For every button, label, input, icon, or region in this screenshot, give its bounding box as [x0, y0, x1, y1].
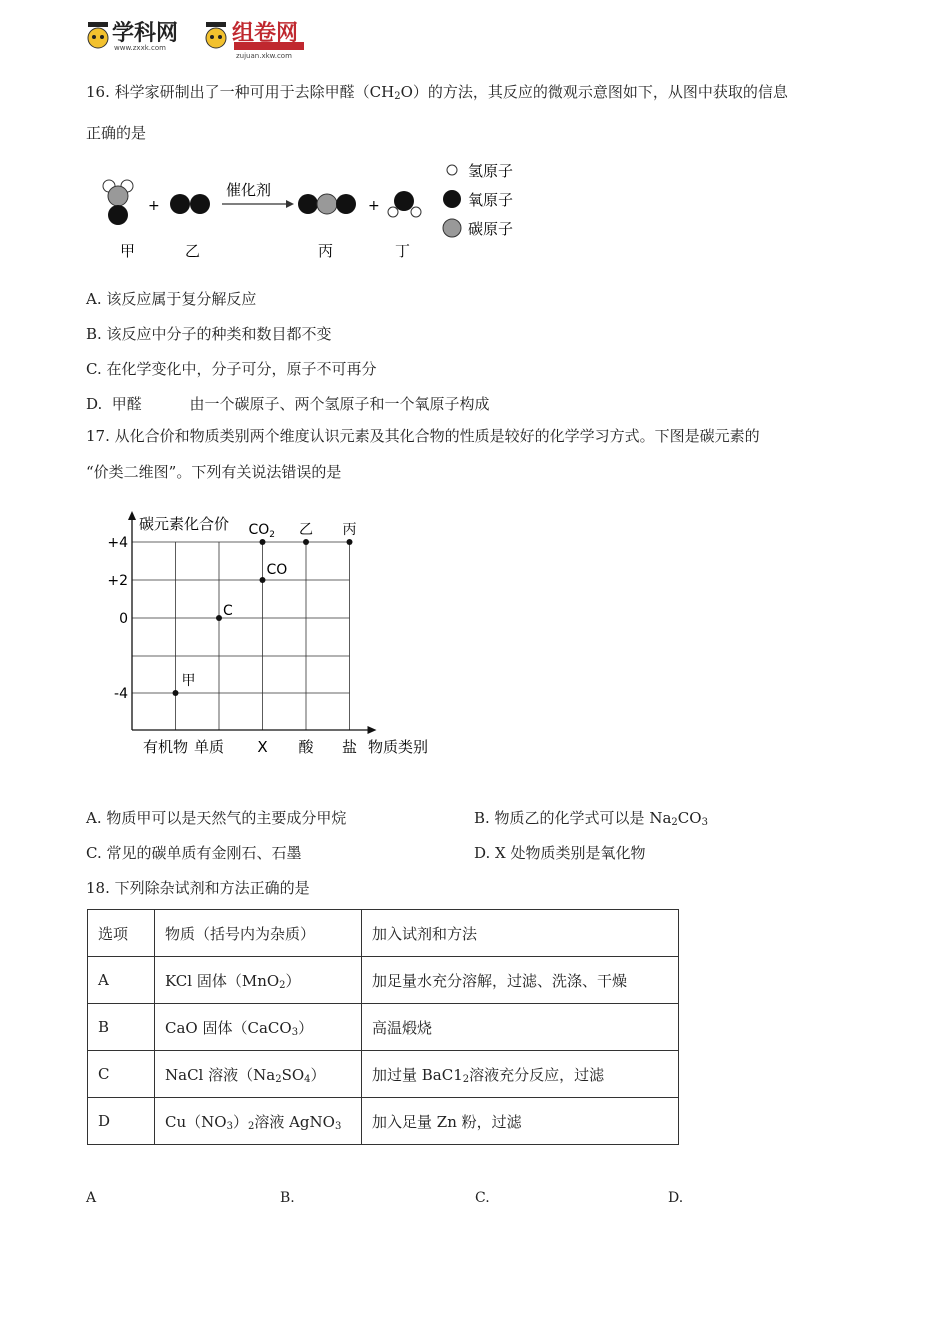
table-row [88, 957, 679, 1004]
legend-oxygen: 氧原子 [468, 191, 514, 209]
legend-oxygen-icon [443, 190, 461, 208]
row-method: 加足量水充分溶解，过滤、洗涤、干燥 [362, 957, 679, 1004]
header-method: 加入试剂和方法 [362, 910, 679, 957]
legend-hydrogen-icon [447, 165, 457, 175]
row-option: B [88, 1004, 155, 1051]
data-point [260, 577, 266, 583]
header-option: 选项 [88, 910, 155, 957]
legend-carbon: 碳原子 [468, 220, 514, 238]
label-bing: 丙 [318, 242, 334, 260]
row-method: 加入足量 Zn 粉，过滤 [362, 1098, 679, 1145]
arrow-head-icon [286, 200, 294, 208]
q17-stem: 17. 从化合价和物质类别两个维度认识元素及其化合物的性质是较好的化学学习方式。下图是碳元素的 “价类二维图”。下列有关说法错误的是 [86, 427, 760, 481]
x-tick-label: 酸 [298, 738, 314, 756]
answer-c[interactable]: C. [475, 1190, 490, 1206]
molecule-jia [103, 180, 133, 225]
table-row [88, 1051, 679, 1098]
data-point [303, 539, 309, 545]
q17-option-a: A. 物质甲可以是天然气的主要成分甲烷 [86, 809, 347, 827]
data-point [260, 539, 266, 545]
data-label: CO [266, 562, 288, 578]
header-logo [86, 12, 316, 60]
chart-xlabel: 物质类别 [368, 738, 429, 756]
q17-option-c: C. 常见的碳单质有金刚石、石墨 [86, 844, 302, 862]
q16-option-b: B. 该反应中分子的种类和数目都不变 [86, 325, 332, 343]
q17-valence-chart [95, 508, 440, 763]
data-label: 乙 [299, 522, 313, 538]
q18-stem: 18. 下列除杂试剂和方法正确的是 [86, 879, 310, 897]
row-substance: NaCl 溶液$(Na_2SO_4)$ [155, 1051, 362, 1098]
table-row [88, 1004, 679, 1051]
row-substance: CaO 固体（CaCO$_3$） [155, 1004, 362, 1051]
q18-table [87, 909, 679, 1145]
data-label: C [223, 603, 233, 619]
header-substance: 物质（括号内为杂质） [155, 910, 362, 957]
plus-1: + [148, 198, 160, 214]
answer-a[interactable]: A [86, 1190, 97, 1206]
data-point [216, 615, 222, 621]
y-tick-label: +4 [107, 535, 128, 551]
q16-reaction-diagram [90, 155, 540, 265]
chart-grid [128, 511, 377, 734]
data-label: 甲 [181, 673, 196, 689]
answer-b[interactable]: B. [280, 1190, 295, 1206]
q16-option-a: A. 该反应属于复分解反应 [86, 290, 257, 308]
table-row [88, 1098, 679, 1145]
molecule-ding [388, 191, 421, 217]
row-substance: KCl 固体（MnO$_2$） [155, 957, 362, 1004]
y-axis-arrow-icon [128, 511, 136, 520]
q17-option-d: D. X 处物质类别是氧化物 [474, 844, 646, 862]
table-header-row [88, 910, 679, 957]
row-option: A [88, 957, 155, 1004]
brand-zujuan-url: zujuan.xkw.com [236, 52, 292, 60]
data-point [173, 690, 179, 696]
brand-zxxk: 学科网 [112, 21, 179, 46]
legend-carbon-icon [443, 219, 461, 237]
row-option: C [88, 1051, 155, 1098]
label-ding: 丁 [395, 242, 411, 260]
q16-option-c: C. 在化学变化中，分子可分，原子不可再分 [86, 360, 377, 378]
row-method: 加过量 $BaC1_2$溶液充分反应，过滤 [362, 1051, 679, 1098]
y-tick-label: +2 [107, 573, 128, 589]
q16-stem: 16. 科学家研制出了一种可用于去除甲醛$(CH_2O)$的方法，其反应的微观示意图如下，从图中获取的信息 正确的是 [86, 83, 788, 142]
row-option: D [88, 1098, 155, 1145]
brand-zxxk-url: www.zxxk.com [114, 44, 166, 52]
x-tick-label: 单质 [193, 738, 225, 756]
data-label: 丙 [342, 522, 357, 538]
data-label: $CO_2$ [248, 522, 276, 540]
row-method: 高温煅烧 [362, 1004, 679, 1051]
plus-2: + [368, 198, 380, 214]
y-tick-label: 0 [119, 611, 128, 627]
legend-hydrogen: 氢原子 [468, 162, 514, 180]
q17-option-b: B. 物质乙的化学式可以是 $Na_2CO_3$ [474, 809, 708, 828]
q16-option-d: D. 甲醛 由一个碳原子、两个氢原子和一个氧原子构成 [86, 395, 490, 413]
row-substance: $Cu(NO_3)_2$溶液 AgNO$_3$ [155, 1098, 362, 1145]
brand-zujuan: 组卷网 [232, 21, 299, 46]
x-tick-label: 有机物 [142, 738, 189, 756]
catalyst-label: 催化剂 [226, 181, 272, 199]
y-tick-label: -4 [114, 686, 128, 702]
x-axis-arrow-icon [368, 726, 377, 734]
label-yi: 乙 [185, 242, 201, 260]
chart-ylabel: 碳元素化合价 [139, 515, 230, 533]
chart-marks [107, 522, 357, 756]
molecule-bing [298, 194, 356, 214]
x-tick-label: X [257, 738, 268, 756]
answer-d[interactable]: D. [668, 1190, 684, 1206]
molecule-yi [170, 194, 210, 214]
label-jia: 甲 [120, 242, 136, 260]
x-tick-label: 盐 [341, 738, 358, 756]
data-point [347, 539, 353, 545]
